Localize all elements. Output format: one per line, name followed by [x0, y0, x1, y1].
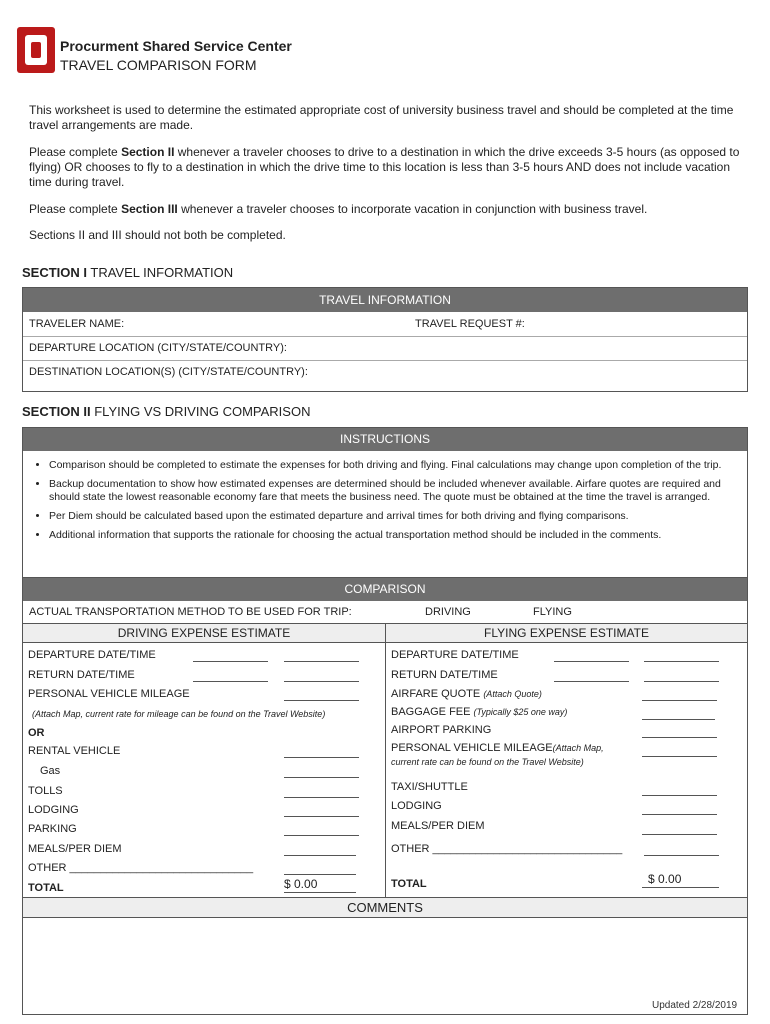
- driving-mileage-field[interactable]: [284, 689, 359, 701]
- driving-lodging-label: LODGING: [28, 804, 79, 816]
- flying-meals-label: MEALS/PER DIEM: [391, 820, 485, 832]
- flying-mileage-note: current rate can be found on the Travel Website): [391, 757, 584, 767]
- driving-parking-field[interactable]: [284, 824, 359, 836]
- driving-lodging-field[interactable]: [284, 805, 359, 817]
- baggage-field[interactable]: [642, 708, 715, 720]
- destination-location-field[interactable]: DESTINATION LOCATION(S) (CITY/STATE/COUNTRY):: [29, 366, 308, 378]
- travel-info-header: TRAVEL INFORMATION: [23, 288, 747, 312]
- traveler-row: [23, 312, 747, 337]
- driving-return-date[interactable]: [193, 670, 268, 682]
- flying-departure-date[interactable]: [554, 650, 629, 662]
- form-title: TRAVEL COMPARISON FORM: [60, 57, 257, 73]
- intro-paragraph-2: Please complete Section II whenever a traveler chooses to drive to a destination in which the drive exceeds 3-5 hours (as opposed to flying) OR chooses to fly to a destination in which the drive time to this location is less than 3-5 hours AND does not include vacation time during travel.: [29, 145, 740, 189]
- or-label: OR: [28, 727, 45, 739]
- taxi-field[interactable]: [642, 784, 717, 796]
- flying-return-time[interactable]: [644, 670, 719, 682]
- driving-mileage-note: (Attach Map, current rate for mileage can be found on the Travel Website): [32, 709, 326, 719]
- actual-method-label: ACTUAL TRANSPORTATION METHOD TO BE USED FOR TRIP:: [29, 606, 352, 618]
- intro-paragraph-3: Please complete Section III whenever a traveler chooses to incorporate vacation in conjunction with business travel.: [29, 202, 648, 216]
- driving-other-label[interactable]: OTHER ______________________________: [28, 862, 254, 874]
- flying-mileage-label: PERSONAL VEHICLE MILEAGE(Attach Map,: [391, 742, 604, 754]
- driving-rental-label: RENTAL VEHICLE: [28, 745, 121, 757]
- driving-meals-field[interactable]: [284, 844, 356, 856]
- instructions-list: [23, 459, 747, 542]
- comments-header: COMMENTS: [23, 897, 747, 917]
- comparison-table: [22, 577, 748, 918]
- updated-date: Updated 2/28/2019: [652, 1000, 738, 1011]
- airfare-field[interactable]: [642, 689, 717, 701]
- driving-departure-time[interactable]: [284, 650, 359, 662]
- column-divider: [385, 623, 386, 897]
- instruction-item: • Additional information that supports the rationale for choosing the actual transportation method should be included in the comments.: [49, 529, 743, 542]
- flying-return-date[interactable]: [554, 670, 629, 682]
- driving-total-label: TOTAL: [28, 882, 64, 894]
- org-name: Procurment Shared Service Center: [60, 38, 292, 54]
- flying-lodging-field[interactable]: [642, 803, 717, 815]
- driving-departure-label: DEPARTURE DATE/TIME: [28, 649, 156, 661]
- option-flying[interactable]: FLYING: [533, 606, 572, 618]
- flying-other-field[interactable]: [644, 844, 719, 856]
- driving-tolls-label: TOLLS: [28, 785, 63, 797]
- flying-mileage-field[interactable]: [642, 745, 717, 757]
- airport-parking-field[interactable]: [642, 726, 717, 738]
- driving-gas-field[interactable]: [284, 766, 359, 778]
- traveler-name-field[interactable]: TRAVELER NAME:: [29, 318, 125, 330]
- driving-return-label: RETURN DATE/TIME: [28, 669, 135, 681]
- flying-header: FLYING EXPENSE ESTIMATE: [386, 624, 747, 643]
- driving-parking-label: PARKING: [28, 823, 77, 835]
- travel-info-table: [22, 287, 748, 392]
- flying-departure-time[interactable]: [644, 650, 719, 662]
- airport-parking-label: AIRPORT PARKING: [391, 724, 492, 736]
- driving-header: DRIVING EXPENSE ESTIMATE: [23, 624, 385, 643]
- flying-total-value: $ 0.00: [642, 872, 719, 888]
- travel-request-field[interactable]: TRAVEL REQUEST #:: [415, 318, 525, 330]
- instruction-item: • Backup documentation to show how estimated expenses are determined should be included whenever available. Airfare quotes are required and should state the lowest reasonable economy fare that meets the business need. The quote must be obtained at the time the travel is arranged.: [49, 478, 743, 504]
- driving-mileage-label: PERSONAL VEHICLE MILEAGE: [28, 688, 190, 700]
- driving-return-time[interactable]: [284, 670, 359, 682]
- driving-gas-label: Gas: [40, 765, 61, 777]
- flying-departure-label: DEPARTURE DATE/TIME: [391, 649, 519, 661]
- option-driving[interactable]: DRIVING: [425, 606, 471, 618]
- driving-meals-label: MEALS/PER DIEM: [28, 843, 122, 855]
- flying-lodging-label: LODGING: [391, 800, 442, 812]
- driving-tolls-field[interactable]: [284, 786, 359, 798]
- flying-meals-field[interactable]: [642, 823, 717, 835]
- driving-other-field[interactable]: [284, 863, 356, 875]
- intro-paragraph-4: Sections II and III should not both be completed.: [29, 228, 286, 242]
- section2-heading: SECTION II FLYING VS DRIVING COMPARISON: [22, 404, 311, 419]
- instructions-box: [22, 427, 748, 578]
- instruction-item: • Per Diem should be calculated based upon the estimated departure and arrival times for both driving and flying comparisons.: [49, 510, 743, 523]
- driving-departure-date[interactable]: [193, 650, 268, 662]
- comments-field[interactable]: [22, 916, 748, 1015]
- comparison-header: COMPARISON: [23, 578, 747, 601]
- instructions-header: INSTRUCTIONS: [23, 428, 747, 451]
- airfare-label: AIRFARE QUOTE (Attach Quote): [391, 688, 542, 700]
- baggage-label: BAGGAGE FEE (Typically $25 one way): [391, 706, 568, 718]
- taxi-label: TAXI/SHUTTLE: [391, 781, 468, 793]
- intro-paragraph-1: This worksheet is used to determine the estimated appropriate cost of university business travel and should be completed at the time travel arrangements are made.: [29, 103, 734, 132]
- driving-total-value: $ 0.00: [284, 877, 356, 893]
- instruction-item: • Comparison should be completed to estimate the expenses for both driving and flying. Final calculations may change upon completion of the trip.: [49, 459, 743, 472]
- flying-other-label[interactable]: OTHER _______________________________: [391, 843, 623, 855]
- osu-logo: [17, 27, 55, 73]
- departure-location-field[interactable]: DEPARTURE LOCATION (CITY/STATE/COUNTRY):: [23, 337, 747, 361]
- flying-return-label: RETURN DATE/TIME: [391, 669, 498, 681]
- driving-rental-field[interactable]: [284, 746, 359, 758]
- actual-method-row: [23, 601, 747, 624]
- flying-total-label: TOTAL: [391, 878, 427, 890]
- section1-heading: SECTION I TRAVEL INFORMATION: [22, 265, 234, 280]
